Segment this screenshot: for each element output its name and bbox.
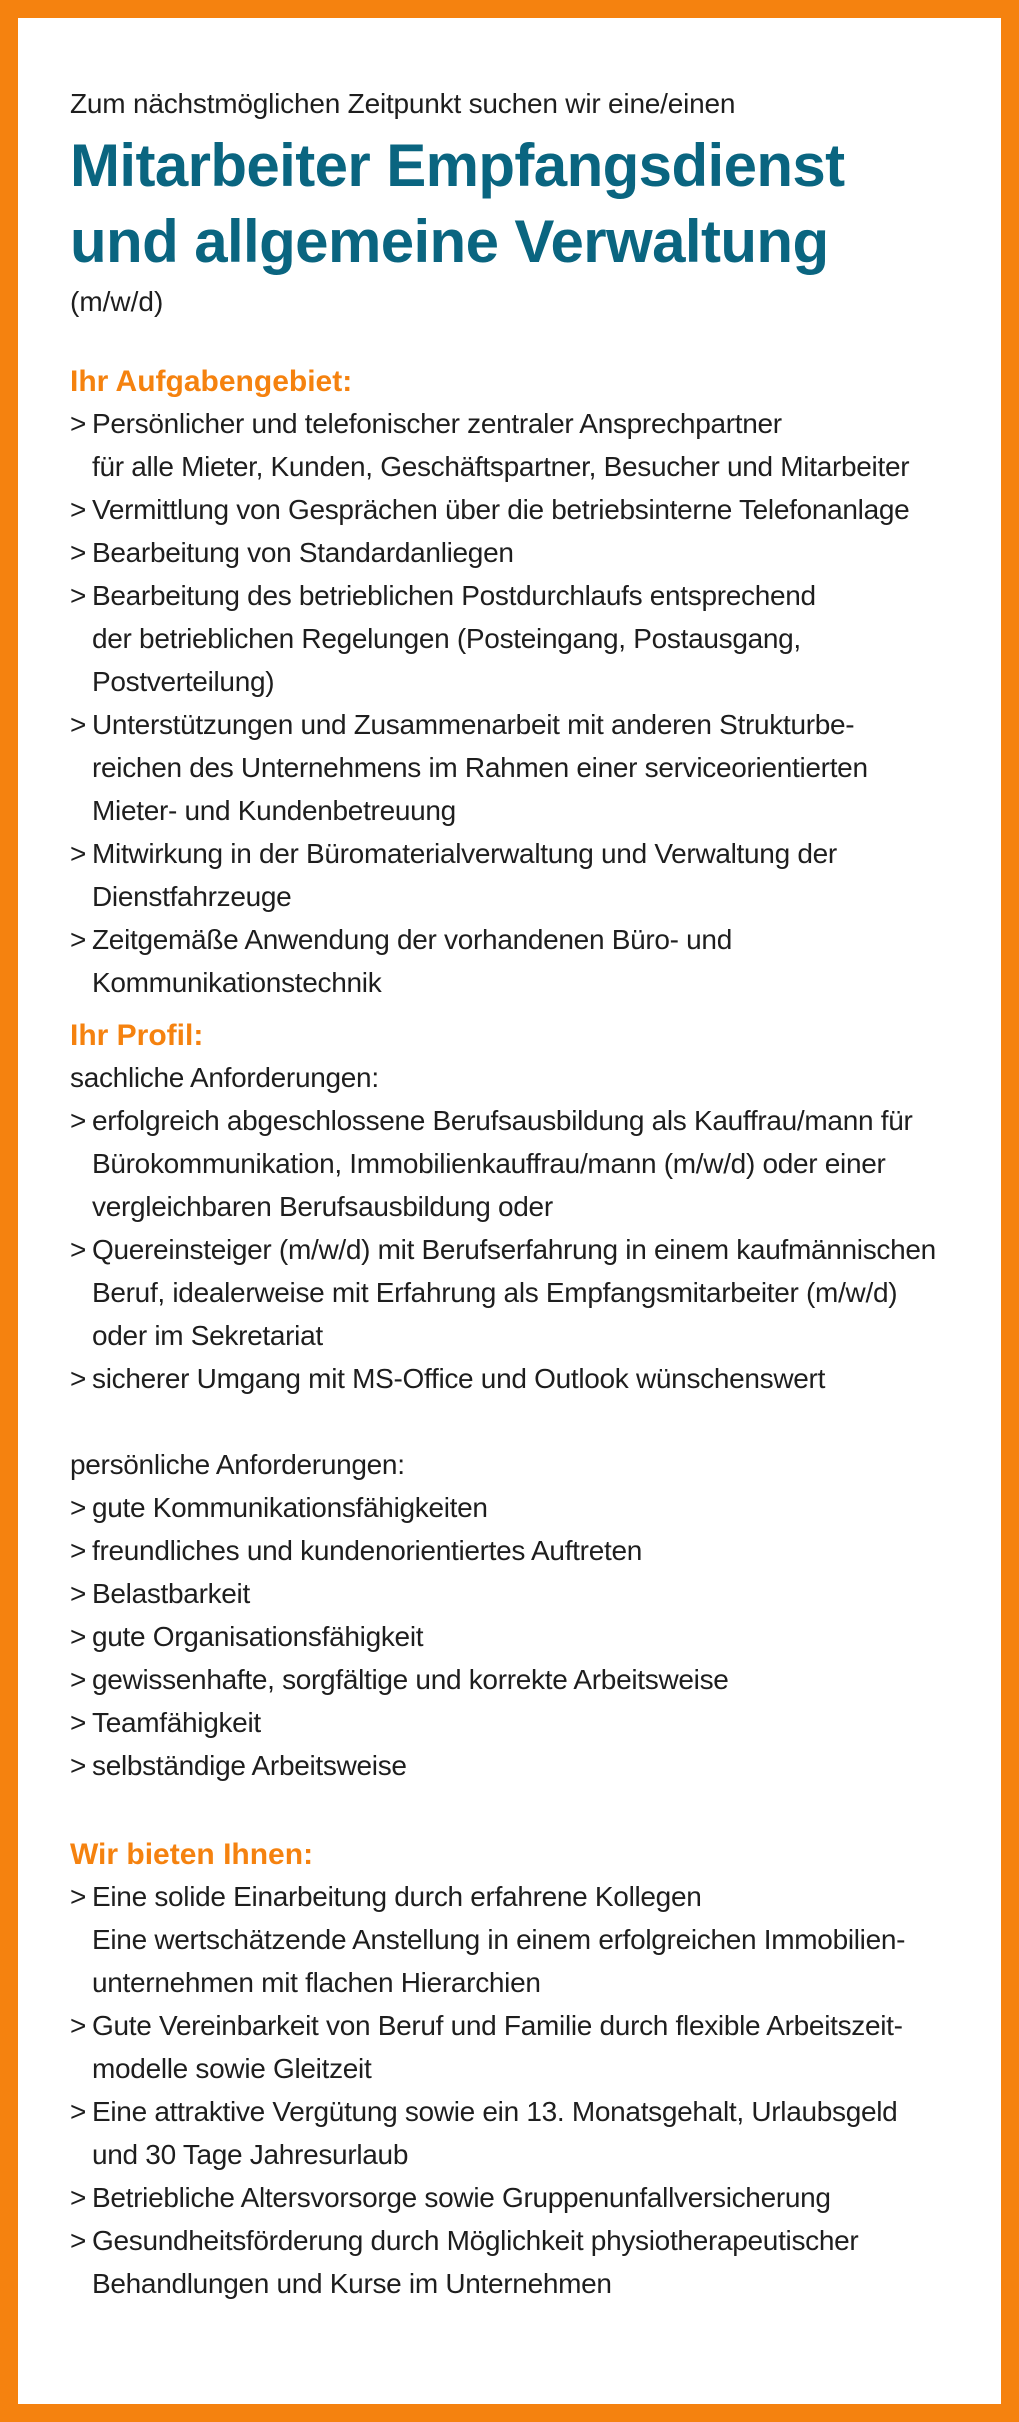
bullet-chevron-icon: >: [70, 1363, 87, 1394]
bullet-chevron-icon: >: [70, 709, 87, 740]
list-item: [70, 1228, 1005, 1357]
list-item-text: selbständige Arbeitsweise: [92, 1750, 407, 1781]
bullet-chevron-icon: >: [70, 1621, 87, 1652]
list-item-text: Quereinsteiger (m/w/d) mit Berufserfahrung in einem kaufmännischen Beruf, idealerweise mit Erfahrung als Empfangsmitarbeiter (m/w/d) oder im Sekretariat: [92, 1234, 936, 1351]
list-item-text: Belastbarkeit: [92, 1578, 250, 1609]
list-item-text: Vermittlung von Gesprächen über die betriebsinterne Telefonanlage: [92, 494, 910, 525]
list-item: [70, 1486, 1005, 1529]
list-item: [70, 2176, 1005, 2219]
list-item: [70, 574, 1005, 703]
sachliche-anforderungen-label: sachliche Anforderungen:: [70, 1062, 379, 1093]
intro-text: Zum nächstmöglichen Zeitpunkt suchen wir eine/einen: [70, 88, 736, 119]
list-item-text: gute Kommunikationsfähigkeiten: [92, 1492, 488, 1523]
list-item-text: freundliches und kundenorientiertes Auftreten: [92, 1535, 642, 1566]
list-item-text: Eine attraktive Vergütung sowie ein 13. Monatsgehalt, Urlaubsgeld und 30 Tage Jahresurlaub: [92, 2096, 898, 2170]
bullet-chevron-icon: >: [70, 1707, 87, 1738]
list-item-text: Teamfähigkeit: [92, 1707, 261, 1738]
section-heading-profil: Ihr Profil:: [70, 1019, 204, 1052]
bullet-chevron-icon: >: [70, 838, 87, 869]
bullet-chevron-icon: >: [70, 580, 87, 611]
list-item: [70, 1099, 1005, 1228]
list-item-text: Mitwirkung in der Büromaterialverwaltung und Verwaltung der Dienstfahrzeuge: [92, 838, 837, 912]
job-title: [70, 128, 1005, 280]
list-item: [70, 1615, 1005, 1658]
list-item-text: Eine solide Einarbeitung durch erfahrene Kollegen Eine wertschätzende Anstellung in einem erfolgreichen Immobilien- unternehmen mit flachen Hierarchien: [92, 1881, 906, 1998]
list-item: [70, 832, 1005, 918]
list-item: [70, 1529, 1005, 1572]
list-item-text: Betriebliche Altersvorsorge sowie Gruppenunfallversicherung: [92, 2182, 831, 2213]
gender-note: (m/w/d): [70, 286, 164, 317]
bullet-chevron-icon: >: [70, 1105, 87, 1136]
bullet-chevron-icon: >: [70, 1535, 87, 1566]
sachliche-anforderungen-list: [70, 1099, 1005, 1400]
job-posting: [70, 86, 1005, 2305]
list-item-text: sicherer Umgang mit MS-Office und Outlook wünschenswert: [92, 1363, 826, 1394]
list-item-text: Gesundheitsförderung durch Möglichkeit physiotherapeutischer Behandlungen und Kurse im Unternehmen: [92, 2225, 859, 2299]
list-item: [70, 2004, 1005, 2090]
bullet-chevron-icon: >: [70, 2182, 87, 2213]
list-item: [70, 488, 1005, 531]
list-item-text: Bearbeitung des betrieblichen Postdurchlaufs entsprechend der betrieblichen Regelungen (Posteingang, Postausgang, Postverteilung): [92, 580, 816, 697]
bullet-chevron-icon: >: [70, 1664, 87, 1695]
bieten-list: [70, 1875, 1005, 2305]
list-item: [70, 531, 1005, 574]
list-item: [70, 2219, 1005, 2305]
bullet-chevron-icon: >: [70, 1234, 87, 1265]
persoenliche-anforderungen-label: persönliche Anforderungen:: [70, 1449, 405, 1480]
bullet-chevron-icon: >: [70, 1492, 87, 1523]
list-item-text: Persönlicher und telefonischer zentraler Ansprechpartner für alle Mieter, Kunden, Geschäftspartner, Besucher und Mitarbeiter: [92, 408, 910, 482]
list-item-text: Bearbeitung von Standardanliegen: [92, 537, 514, 568]
list-item: [70, 703, 1005, 832]
bullet-chevron-icon: >: [70, 924, 87, 955]
list-item: [70, 1572, 1005, 1615]
bullet-chevron-icon: >: [70, 537, 87, 568]
section-heading-bieten: Wir bieten Ihnen:: [70, 1838, 314, 1871]
list-item-text: Unterstützungen und Zusammenarbeit mit anderen Strukturbe- reichen des Unternehmens im Rahmen einer serviceorientierten Mieter- und Kundenbetreuung: [92, 709, 868, 826]
list-item: [70, 2090, 1005, 2176]
list-item-text: Zeitgemäße Anwendung der vorhandenen Büro- und Kommunikationstechnik: [92, 924, 732, 998]
aufgaben-list: [70, 402, 1005, 1004]
bullet-chevron-icon: >: [70, 408, 87, 439]
job-title-line-2: und allgemeine Verwaltung: [70, 208, 829, 275]
bullet-chevron-icon: >: [70, 1881, 87, 1912]
bullet-chevron-icon: >: [70, 2010, 87, 2041]
list-item-text: Gute Vereinbarkeit von Beruf und Familie durch flexible Arbeitszeit- modelle sowie Gleitzeit: [92, 2010, 903, 2084]
bullet-chevron-icon: >: [70, 1578, 87, 1609]
list-item: [70, 402, 1005, 488]
list-item: [70, 1701, 1005, 1744]
list-item-text: gute Organisationsfähigkeit: [92, 1621, 424, 1652]
persoenliche-anforderungen-list: [70, 1486, 1005, 1787]
list-item-text: erfolgreich abgeschlossene Berufsausbildung als Kauffrau/mann für Bürokommunikation, Immobilienkauffrau/mann (m/w/d) oder einer vergleichbaren Berufsausbildung oder: [92, 1105, 913, 1222]
list-item: [70, 1875, 1005, 2004]
job-title-line-1: Mitarbeiter Empfangsdienst: [70, 132, 845, 199]
section-heading-aufgaben: Ihr Aufgabengebiet:: [70, 365, 353, 398]
list-item: [70, 918, 1005, 1004]
bullet-chevron-icon: >: [70, 2096, 87, 2127]
list-item: [70, 1744, 1005, 1787]
list-item: [70, 1357, 1005, 1400]
list-item-text: gewissenhafte, sorgfältige und korrekte Arbeitsweise: [92, 1664, 729, 1695]
bullet-chevron-icon: >: [70, 1750, 87, 1781]
bullet-chevron-icon: >: [70, 494, 87, 525]
bullet-chevron-icon: >: [70, 2225, 87, 2256]
list-item: [70, 1658, 1005, 1701]
